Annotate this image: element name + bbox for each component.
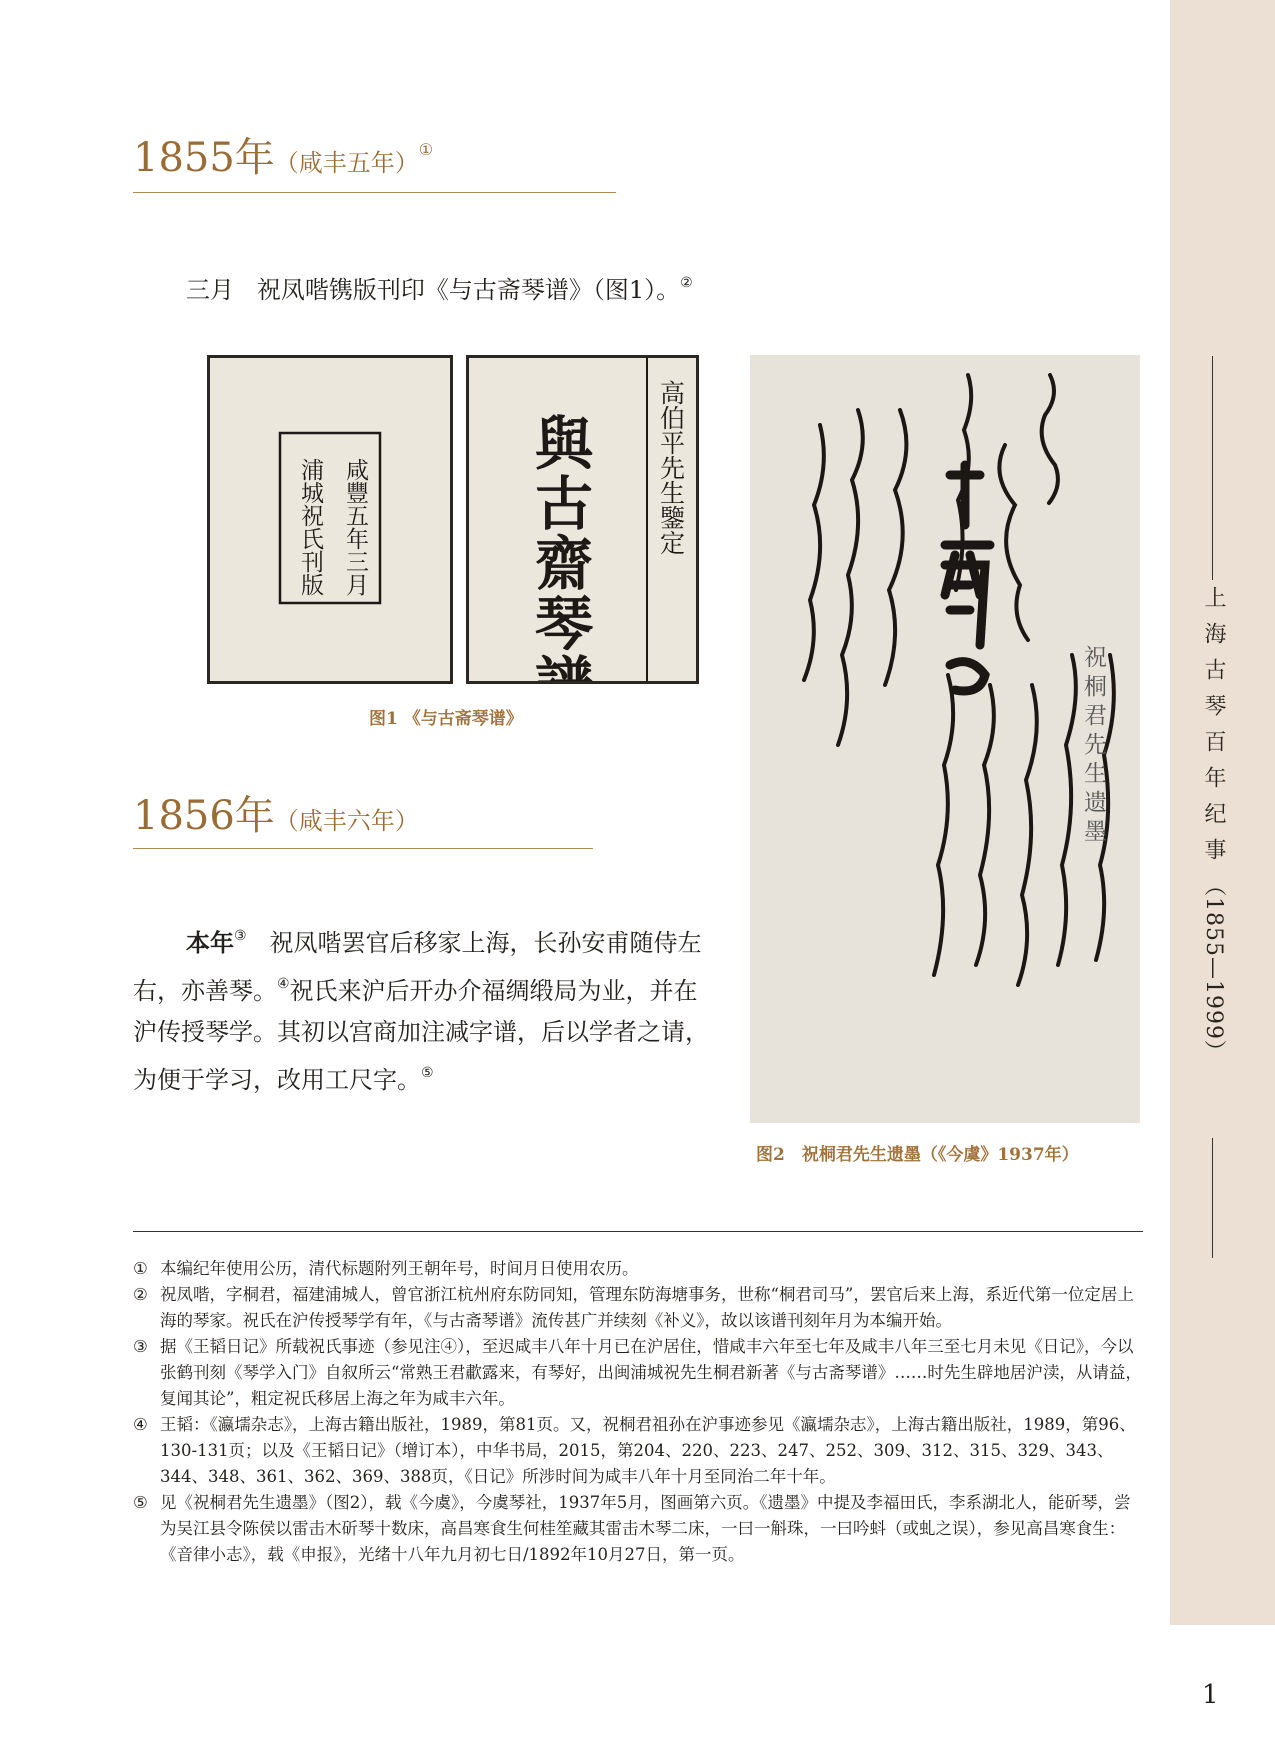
footnote-number: ⑤ bbox=[133, 1493, 148, 1512]
sidebar-title-text: 上海古琴百年纪事 bbox=[1201, 586, 1226, 874]
footnote-number: ④ bbox=[133, 1415, 148, 1434]
footnote-ref: ④ bbox=[277, 976, 290, 992]
footnote bbox=[133, 1412, 1143, 1490]
seal-print-image bbox=[210, 358, 450, 681]
title-page-image bbox=[469, 358, 696, 681]
year-number: 1855 bbox=[133, 135, 235, 181]
footnote-ref: ② bbox=[680, 275, 693, 291]
entry-1856 bbox=[133, 916, 718, 1101]
sidebar-rule-bottom bbox=[1212, 1138, 1213, 1258]
entry-text: 祝凤喈镌版刊印《与古斋琴谱》（图1）。 bbox=[256, 276, 681, 304]
heading-rule bbox=[133, 192, 616, 193]
footnote-ref: ⑤ bbox=[421, 1065, 434, 1081]
footnote-ref: ③ bbox=[234, 928, 247, 944]
figure1-left-page bbox=[207, 355, 453, 684]
year-unit: 年 bbox=[234, 793, 275, 839]
title-calligraphy: 與古齋琴譜 bbox=[525, 413, 593, 681]
figure1-right-page bbox=[466, 355, 699, 684]
footnote-divider bbox=[133, 1231, 1143, 1232]
seal-line-1: 咸豐五年三月 bbox=[342, 458, 368, 596]
footnote-number: ① bbox=[133, 1259, 148, 1278]
footnote-text: 见《祝桐君先生遗墨》（图2），载《今虞》，今虞琴社，1937年5月，图画第六页。《遗墨》中提及李福田氏，李系湖北人，能斫琴，尝为吴江县令陈侯以雷击木斫琴十数床，高昌寒食生何桂笙藏其雷击木琴二床，一曰一斛珠，一曰吟蚪（或虬之误），参见高昌寒食生：《音律小志》，载《申报》，光绪十八年九月初七日/1892年10月27日，第一页。 bbox=[160, 1493, 1131, 1564]
year-number: 1856 bbox=[133, 793, 235, 839]
figure1-caption: 图1 《与古斋琴谱》 bbox=[369, 709, 523, 729]
footnotes bbox=[133, 1256, 1143, 1568]
entry-text-2: 祝氏来沪后开办介福绸缎局为业，并在沪传授琴学。其初以宫商加注减字谱，后以学者之请，为便于学习，改用工尺字。 bbox=[133, 977, 709, 1094]
title-side-text: 高伯平先生鑒定 bbox=[656, 380, 686, 555]
year-heading-1856 bbox=[133, 784, 419, 841]
entry-label: 本年 bbox=[186, 928, 234, 957]
entry-label: 三月 bbox=[186, 276, 234, 304]
footnote bbox=[133, 1256, 1143, 1282]
sidebar-years: （1855—1999） bbox=[1201, 874, 1226, 1063]
year-unit: 年 bbox=[234, 135, 275, 181]
footnote-text: 王韬：《瀛壖杂志》，上海古籍出版社，1989，第81页。又，祝桐君祖孙在沪事迹参见《瀛壖杂志》，上海古籍出版社，1989，第96、130-131页；以及《王韬日记》（增订本），中华书局，2015，第204、220、223、247、252、309、312、315、329、343、344、348、361、362、369、388页，《日记》所涉时间为咸丰八年十月至同治二年十年。 bbox=[160, 1415, 1136, 1486]
sidebar-title bbox=[1196, 586, 1230, 1063]
sidebar-rule-top bbox=[1212, 356, 1213, 580]
figure2-caption: 图2 祝桐君先生遗墨（《今虞》1937年） bbox=[756, 1145, 1079, 1165]
footnote-text: 据《王韬日记》所载祝氏事迹（参见注④），至迟咸丰八年十月已在沪居住，惜咸丰六年至七年及咸丰八年三至七月未见《日记》，今以张鹤刊刻《琴学入门》自叙所云“常熟王君歗露来，有琴好，出闽浦城祝先生桐君新著《与古斋琴谱》……时先生辟地居沪渎，从请益，复闻其论”，粗定祝氏移居上海之年为咸丰六年。 bbox=[160, 1337, 1142, 1408]
footnote bbox=[133, 1282, 1143, 1334]
manuscript-side-label: 祝桐君先生遗墨 bbox=[1080, 645, 1106, 848]
footnote-text: 本编纪年使用公历，清代标题附列王朝年号，时间月日使用农历。 bbox=[160, 1259, 639, 1278]
entry-1855 bbox=[186, 263, 693, 311]
heading-rule bbox=[133, 848, 593, 849]
footnote-ref: ① bbox=[418, 140, 434, 159]
seal-line-2: 浦城祝氏刊版 bbox=[297, 458, 323, 596]
footnote-number: ③ bbox=[133, 1337, 148, 1356]
era-name: （咸丰五年） bbox=[274, 149, 419, 177]
figure2-manuscript bbox=[750, 355, 1140, 1123]
footnote bbox=[133, 1334, 1143, 1412]
entry-text-1: 祝凤喈罢官后移家上海，长孙安甫随侍左右，亦善琴。 bbox=[133, 929, 702, 1005]
page-number: 1 bbox=[1202, 1680, 1219, 1710]
era-name: （咸丰六年） bbox=[274, 807, 419, 835]
year-heading-1855 bbox=[133, 126, 433, 183]
footnote-number: ② bbox=[133, 1285, 148, 1304]
footnote-text: 祝凤喈，字桐君，福建浦城人，曾官浙江杭州府东防同知，管理东防海塘事务，世称“桐君司马”，罢官后来上海，系近代第一位定居上海的琴家。祝氏在沪传授琴学有年，《与古斋琴谱》流传甚广并续刻《补义》，故以该谱刊刻年月为本编开始。 bbox=[160, 1285, 1134, 1330]
footnote bbox=[133, 1490, 1143, 1568]
